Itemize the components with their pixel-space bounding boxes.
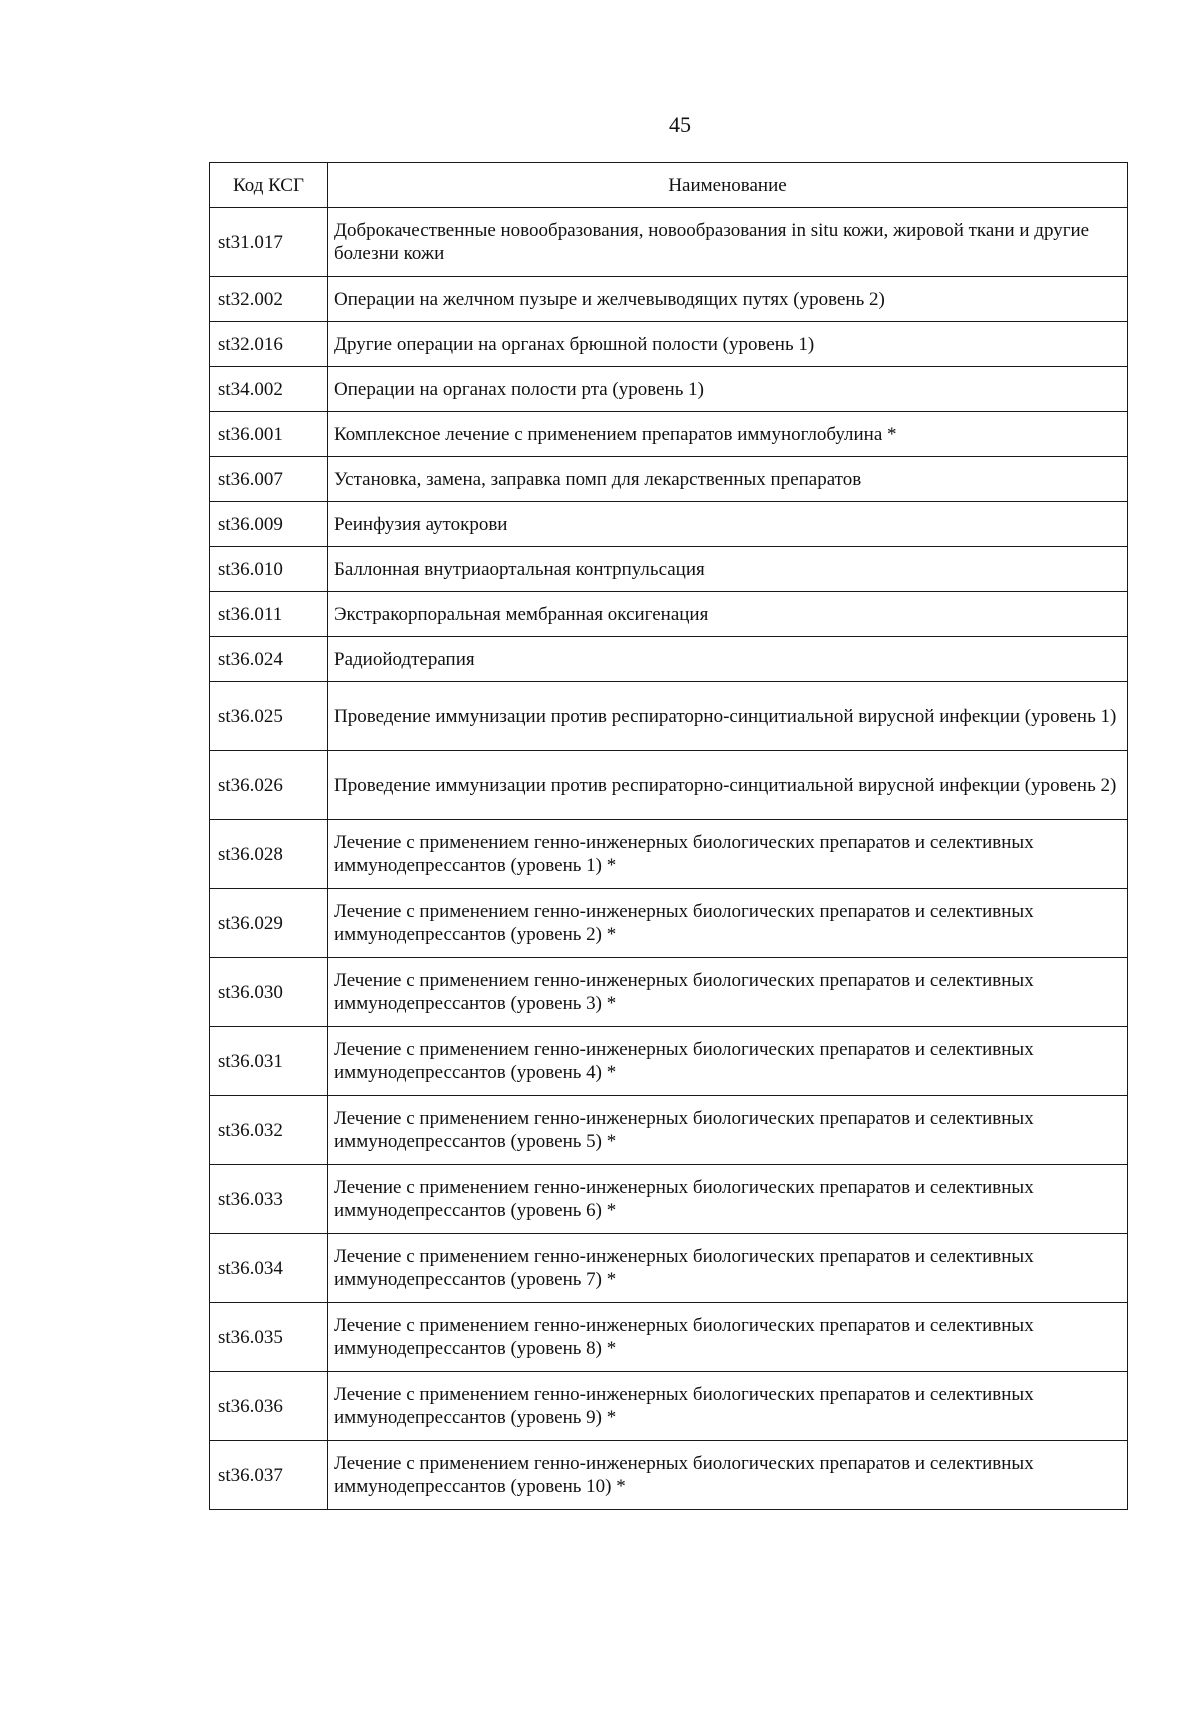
table-row xyxy=(210,1303,1128,1372)
table-row xyxy=(210,592,1128,637)
table-row xyxy=(210,547,1128,592)
row-code: st36.024 xyxy=(210,637,328,682)
row-code: st36.032 xyxy=(210,1096,328,1165)
table-row xyxy=(210,412,1128,457)
row-name: Баллонная внутриаортальная контрпульсация xyxy=(328,547,1128,592)
row-code: st36.001 xyxy=(210,412,328,457)
row-code: st36.025 xyxy=(210,682,328,751)
row-name: Лечение с применением генно-инженерных биологических препаратов и селективных иммунодепрессантов (уровень 3) * xyxy=(328,958,1128,1027)
row-code: st32.002 xyxy=(210,277,328,322)
table-row xyxy=(210,277,1128,322)
row-code: st36.031 xyxy=(210,1027,328,1096)
table-row xyxy=(210,1165,1128,1234)
page-number: 45 xyxy=(669,112,691,137)
header-code: Код КСГ xyxy=(210,163,328,208)
table-row xyxy=(210,820,1128,889)
row-name: Лечение с применением генно-инженерных биологических препаратов и селективных иммунодепрессантов (уровень 6) * xyxy=(328,1165,1128,1234)
table-row xyxy=(210,1441,1128,1510)
row-code: st36.034 xyxy=(210,1234,328,1303)
row-name: Другие операции на органах брюшной полости (уровень 1) xyxy=(328,322,1128,367)
table-header-row xyxy=(210,163,1128,208)
row-code: st36.036 xyxy=(210,1372,328,1441)
row-name: Комплексное лечение с применением препаратов иммуноглобулина * xyxy=(328,412,1128,457)
row-code: st36.010 xyxy=(210,547,328,592)
row-name: Экстракорпоральная мембранная оксигенация xyxy=(328,592,1128,637)
row-code: st36.029 xyxy=(210,889,328,958)
row-name: Проведение иммунизации против респираторно-синцитиальной вирусной инфекции (уровень 1) xyxy=(328,682,1128,751)
table-row xyxy=(210,751,1128,820)
row-code: st36.028 xyxy=(210,820,328,889)
table-row xyxy=(210,1234,1128,1303)
row-code: st31.017 xyxy=(210,208,328,277)
row-name: Лечение с применением генно-инженерных биологических препаратов и селективных иммунодепрессантов (уровень 2) * xyxy=(328,889,1128,958)
row-code: st32.016 xyxy=(210,322,328,367)
row-name: Реинфузия аутокрови xyxy=(328,502,1128,547)
row-code: st36.007 xyxy=(210,457,328,502)
table-row xyxy=(210,1372,1128,1441)
row-name: Операции на желчном пузыре и желчевыводящих путях (уровень 2) xyxy=(328,277,1128,322)
row-code: st34.002 xyxy=(210,367,328,412)
table-row xyxy=(210,889,1128,958)
row-code: st36.009 xyxy=(210,502,328,547)
row-name: Операции на органах полости рта (уровень 1) xyxy=(328,367,1128,412)
row-code: st36.026 xyxy=(210,751,328,820)
row-name: Лечение с применением генно-инженерных биологических препаратов и селективных иммунодепрессантов (уровень 9) * xyxy=(328,1372,1128,1441)
table-row xyxy=(210,208,1128,277)
table-row xyxy=(210,457,1128,502)
row-name: Лечение с применением генно-инженерных биологических препаратов и селективных иммунодепрессантов (уровень 8) * xyxy=(328,1303,1128,1372)
table-row xyxy=(210,322,1128,367)
row-code: st36.037 xyxy=(210,1441,328,1510)
row-code: st36.030 xyxy=(210,958,328,1027)
row-name: Доброкачественные новообразования, новообразования in situ кожи, жировой ткани и другие болезни кожи xyxy=(328,208,1128,277)
row-name: Лечение с применением генно-инженерных биологических препаратов и селективных иммунодепрессантов (уровень 7) * xyxy=(328,1234,1128,1303)
row-name: Радиойодтерапия xyxy=(328,637,1128,682)
row-code: st36.035 xyxy=(210,1303,328,1372)
header-name: Наименование xyxy=(328,163,1128,208)
row-name: Лечение с применением генно-инженерных биологических препаратов и селективных иммунодепрессантов (уровень 4) * xyxy=(328,1027,1128,1096)
row-name: Лечение с применением генно-инженерных биологических препаратов и селективных иммунодепрессантов (уровень 10) * xyxy=(328,1441,1128,1510)
row-name: Лечение с применением генно-инженерных биологических препаратов и селективных иммунодепрессантов (уровень 1) * xyxy=(328,820,1128,889)
row-name: Проведение иммунизации против респираторно-синцитиальной вирусной инфекции (уровень 2) xyxy=(328,751,1128,820)
table-row xyxy=(210,637,1128,682)
table-row xyxy=(210,958,1128,1027)
table-row xyxy=(210,1096,1128,1165)
table-row xyxy=(210,1027,1128,1096)
row-name: Лечение с применением генно-инженерных биологических препаратов и селективных иммунодепрессантов (уровень 5) * xyxy=(328,1096,1128,1165)
table-row xyxy=(210,682,1128,751)
row-name: Установка, замена, заправка помп для лекарственных препаратов xyxy=(328,457,1128,502)
table-row xyxy=(210,502,1128,547)
ksg-table xyxy=(209,162,1128,1510)
row-code: st36.033 xyxy=(210,1165,328,1234)
row-code: st36.011 xyxy=(210,592,328,637)
table-row xyxy=(210,367,1128,412)
